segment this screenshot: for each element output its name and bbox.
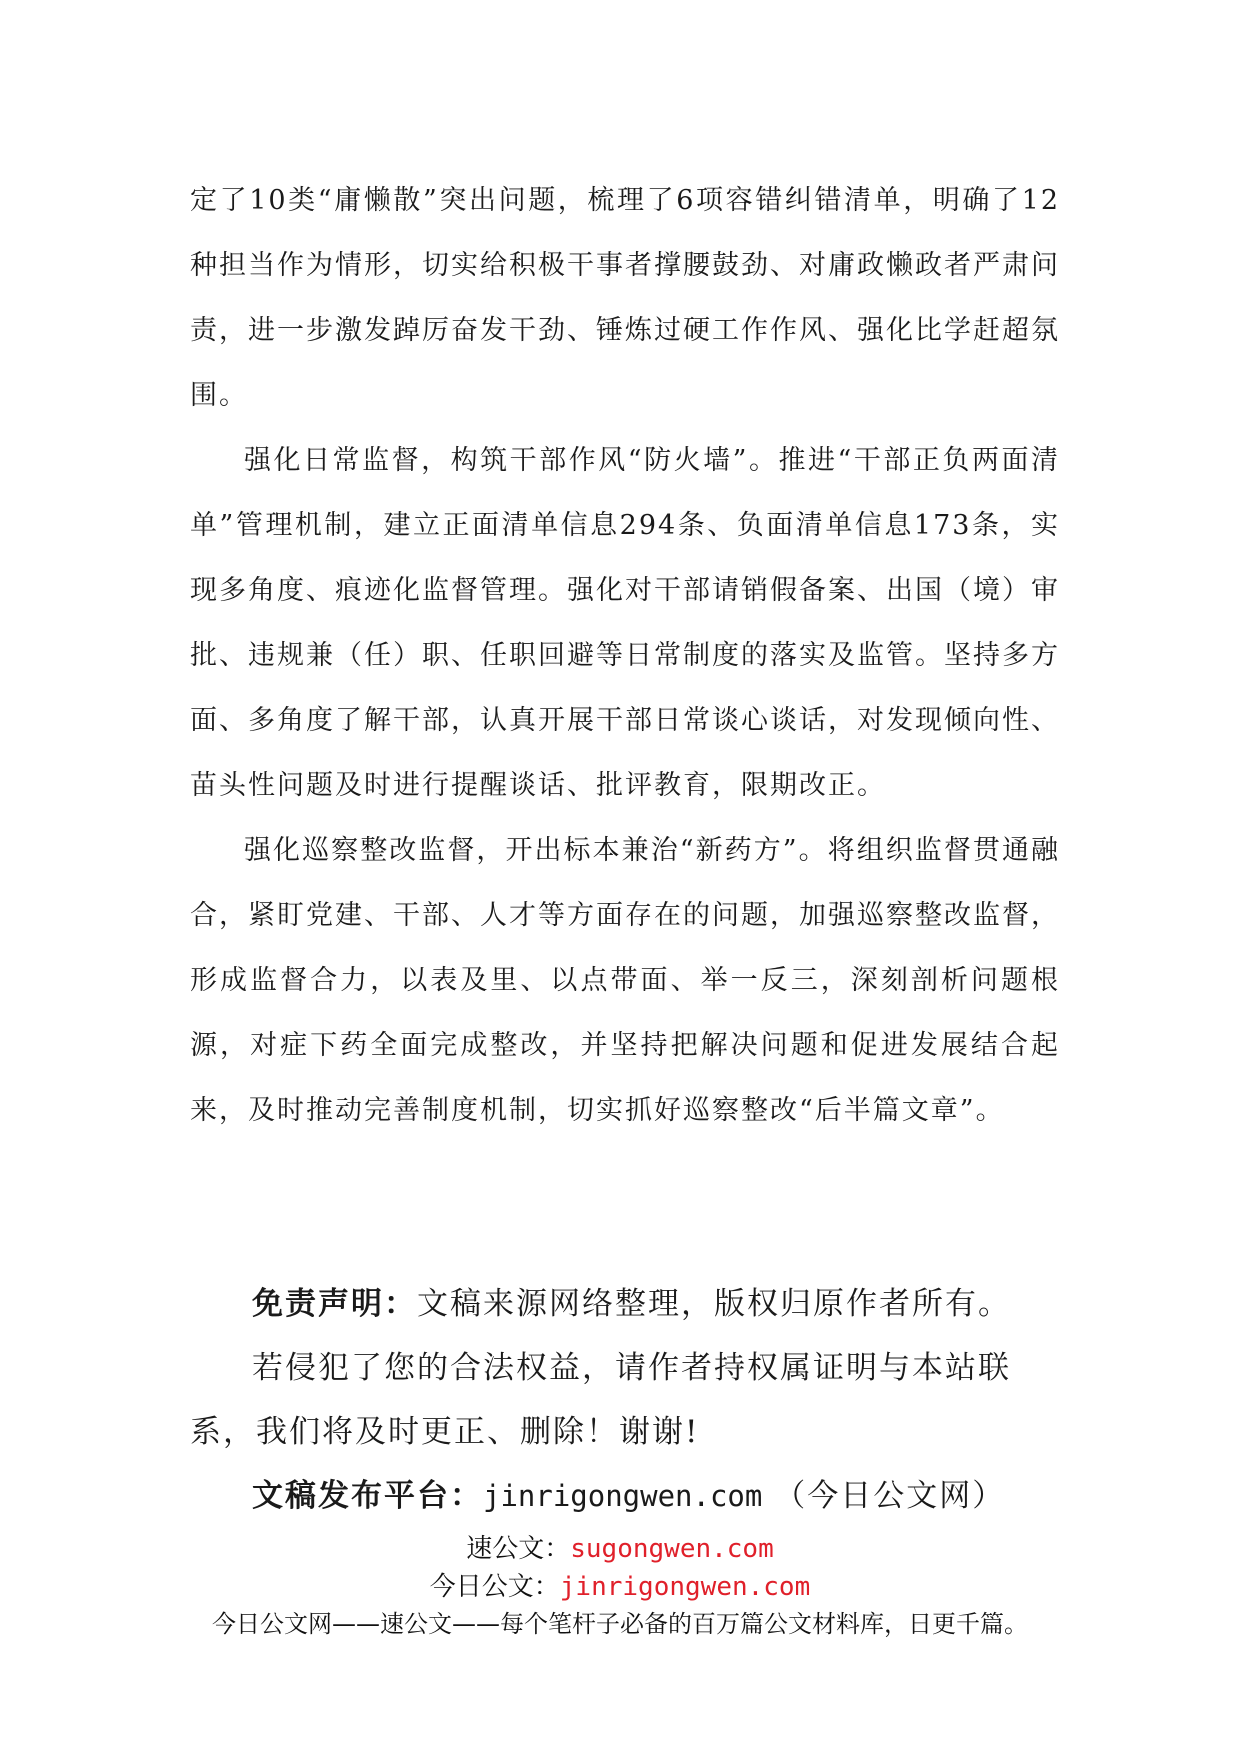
footer-label-2: 今日公文： xyxy=(429,1572,560,1602)
footer-slogan: 今日公文网——速公文——每个笔杆子必备的百万篇公文材料库，日更千篇。 xyxy=(212,1610,1028,1638)
platform-url[interactable]: jinrigongwen.com xyxy=(483,1479,763,1513)
paragraph-3: 强化巡察整改监督，开出标本兼治“新药方”。将组织监督贯通融合，紧盯党建、干部、人才等方面存在的问题，加强巡察整改监督，形成监督合力，以表及里、以点带面、举一反三，深刻剖析问题根源，对症下药全面完成整改，并坚持把解决问题和促进发展结合起来，及时推动完善制度机制，切实抓好巡察整改“后半篇文章”。 xyxy=(190,835,1060,1126)
platform-name: （今日公文网） xyxy=(774,1478,1006,1514)
disclaimer-label: 免责声明： xyxy=(252,1286,417,1322)
footer-link-sugongwen[interactable]: sugongwen.com xyxy=(570,1534,774,1564)
article-body xyxy=(190,168,1060,1143)
disclaimer-line-1 xyxy=(190,1272,1060,1336)
disclaimer-text: 文稿来源网络整理，版权归原作者所有。 xyxy=(417,1286,1011,1322)
footer-line-2 xyxy=(0,1568,1240,1606)
platform-line xyxy=(190,1464,1060,1528)
disclaimer-block xyxy=(190,1272,1060,1528)
platform-label: 文稿发布平台： xyxy=(252,1478,483,1514)
paragraph-2: 强化日常监督，构筑干部作风“防火墙”。推进“干部正负两面清单”管理机制，建立正面清单信息294条、负面清单信息173条，实现多角度、痕迹化监督管理。强化对干部请销假备案、出国（境）审批、违规兼（任）职、任职回避等日常制度的落实及监管。坚持多方面、多角度了解干部，认真开展干部日常谈心谈话，对发现倾向性、苗头性问题及时进行提醒谈话、批评教育，限期改正。 xyxy=(190,445,1060,801)
page-footer xyxy=(0,1530,1240,1642)
footer-line-1 xyxy=(0,1530,1240,1568)
footer-link-jinrigongwen[interactable]: jinrigongwen.com xyxy=(559,1572,811,1602)
paragraph-1: 定了10类“庸懒散”突出问题，梳理了6项容错纠错清单，明确了12种担当作为情形，切实给积极干事者撑腰鼓劲、对庸政懒政者严肃问责，进一步激发踔厉奋发干劲、锤炼过硬工作作风、强化比学赶超氛围。 xyxy=(190,185,1060,411)
footer-label-1: 速公文： xyxy=(466,1534,571,1564)
disclaimer-line-2: 若侵犯了您的合法权益，请作者持权属证明与本站联系，我们将及时更正、删除！谢谢! xyxy=(190,1350,1011,1450)
